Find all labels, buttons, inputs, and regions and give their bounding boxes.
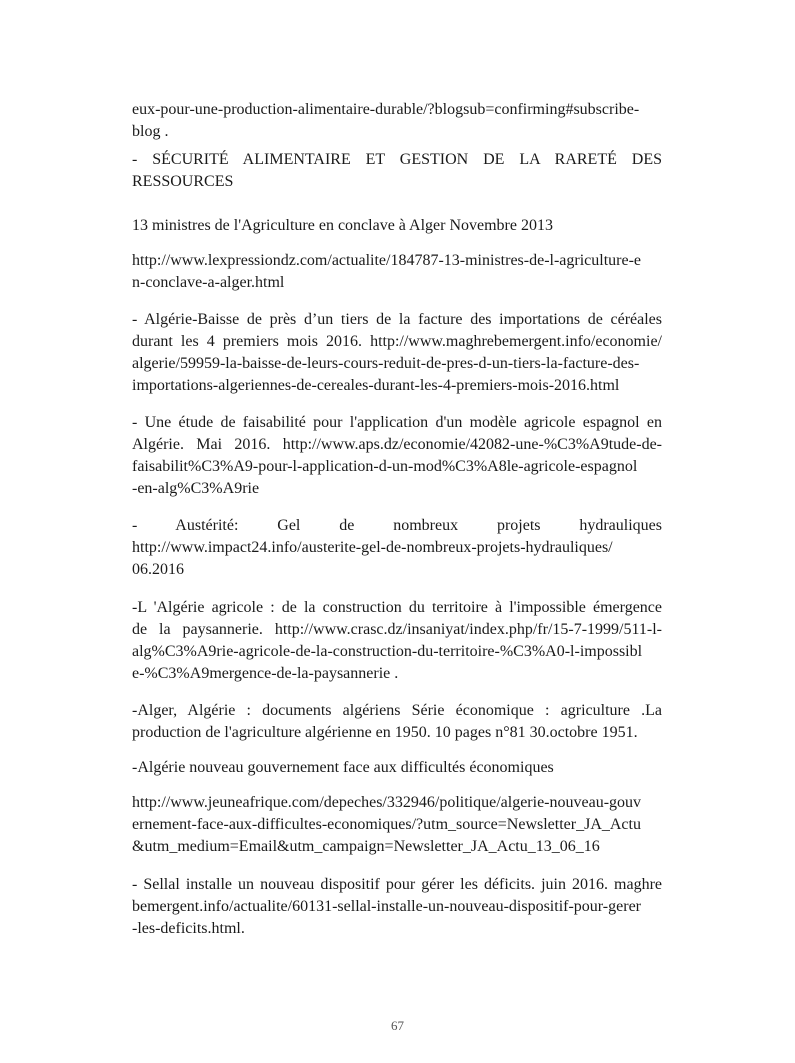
text-line: e-%C3%A9mergence-de-la-paysannerie . bbox=[132, 665, 399, 682]
bibliography-entry bbox=[132, 874, 662, 940]
text-line: eux-pour-une-production-alimentaire-durable/?blogsub=confirming#subscribe- bbox=[132, 101, 640, 118]
bibliography-entry bbox=[132, 515, 662, 581]
text-line: Algérie. Mai 2016. http://www.aps.dz/economie/42082-une-%C3%A9tude-de- bbox=[132, 436, 662, 453]
text-line: - Austérité: Gel de nombreux projets hydrauliques bbox=[132, 517, 662, 534]
text-line: http://www.lexpressiondz.com/actualite/184787-13-ministres-de-l-agriculture-e bbox=[132, 252, 642, 269]
bibliography-entry bbox=[132, 309, 662, 397]
text-line: importations-algeriennes-de-cereales-durant-les-4-premiers-mois-2016.html bbox=[132, 377, 620, 394]
text-line: &utm_medium=Email&utm_campaign=Newsletter_JA_Actu_13_06_16 bbox=[132, 838, 600, 855]
text-line: - SÉCURITÉ ALIMENTAIRE ET GESTION DE LA RARETÉ DES bbox=[132, 151, 662, 168]
text-line: http://www.jeuneafrique.com/depeches/332946/politique/algerie-nouveau-gouv bbox=[132, 794, 642, 811]
text-line: blog . bbox=[132, 123, 169, 140]
bibliography-entry bbox=[132, 149, 662, 193]
text-line: -en-alg%C3%A9rie bbox=[132, 480, 260, 497]
text-line: -les-deficits.html. bbox=[132, 920, 245, 937]
bibliography-entry bbox=[132, 792, 662, 858]
text-line: algerie/59959-la-baisse-de-leurs-cours-reduit-de-pres-d-un-tiers-la-facture-des- bbox=[132, 355, 640, 372]
text-line: - Algérie-Baisse de près d’un tiers de la facture des importations de céréales bbox=[132, 311, 662, 328]
bibliography-entry bbox=[132, 757, 662, 779]
bibliography-entry bbox=[132, 597, 662, 685]
text-line: de la paysannerie. http://www.crasc.dz/insaniyat/index.php/fr/15-7-1999/511-l- bbox=[132, 621, 662, 638]
text-line: n-conclave-a-alger.html bbox=[132, 274, 285, 291]
text-line: 13 ministres de l'Agriculture en conclave à Alger Novembre 2013 bbox=[132, 217, 553, 234]
page-number: 67 bbox=[391, 1018, 404, 1033]
text-line: http://www.impact24.info/austerite-gel-de-nombreux-projets-hydrauliques/ bbox=[132, 539, 613, 556]
bibliography-entry bbox=[132, 250, 662, 294]
bibliography-entry bbox=[132, 700, 662, 744]
bibliography-entry bbox=[132, 412, 662, 500]
text-line: -Alger, Algérie : documents algériens Série économique : agriculture .La bbox=[132, 702, 662, 719]
bibliography-entry bbox=[132, 215, 662, 237]
bibliography-entry bbox=[132, 99, 662, 143]
text-line: production de l'agriculture algérienne en 1950. 10 pages n°81 30.octobre 1951. bbox=[132, 724, 638, 741]
text-line: alg%C3%A9rie-agricole-de-la-construction-du-territoire-%C3%A0-l-impossibl bbox=[132, 643, 643, 660]
text-line: RESSOURCES bbox=[132, 173, 234, 190]
text-line: durant les 4 premiers mois 2016. http://www.maghrebemergent.info/economie/ bbox=[132, 333, 662, 350]
text-line: - Sellal installe un nouveau dispositif pour gérer les déficits. juin 2016. maghre bbox=[132, 876, 662, 893]
text-line: -L 'Algérie agricole : de la construction du territoire à l'impossible émergence bbox=[132, 599, 662, 616]
text-line: ernement-face-aux-difficultes-economiques/?utm_source=Newsletter_JA_Actu bbox=[132, 816, 641, 833]
text-line: -Algérie nouveau gouvernement face aux difficultés économiques bbox=[132, 759, 554, 776]
text-line: faisabilit%C3%A9-pour-l-application-d-un-mod%C3%A8le-agricole-espagnol bbox=[132, 458, 638, 475]
text-line: - Une étude de faisabilité pour l'application d'un modèle agricole espagnol en bbox=[132, 414, 662, 431]
text-line: bemergent.info/actualite/60131-sellal-installe-un-nouveau-dispositif-pour-gerer bbox=[132, 898, 641, 915]
text-line: 06.2016 bbox=[132, 561, 184, 578]
